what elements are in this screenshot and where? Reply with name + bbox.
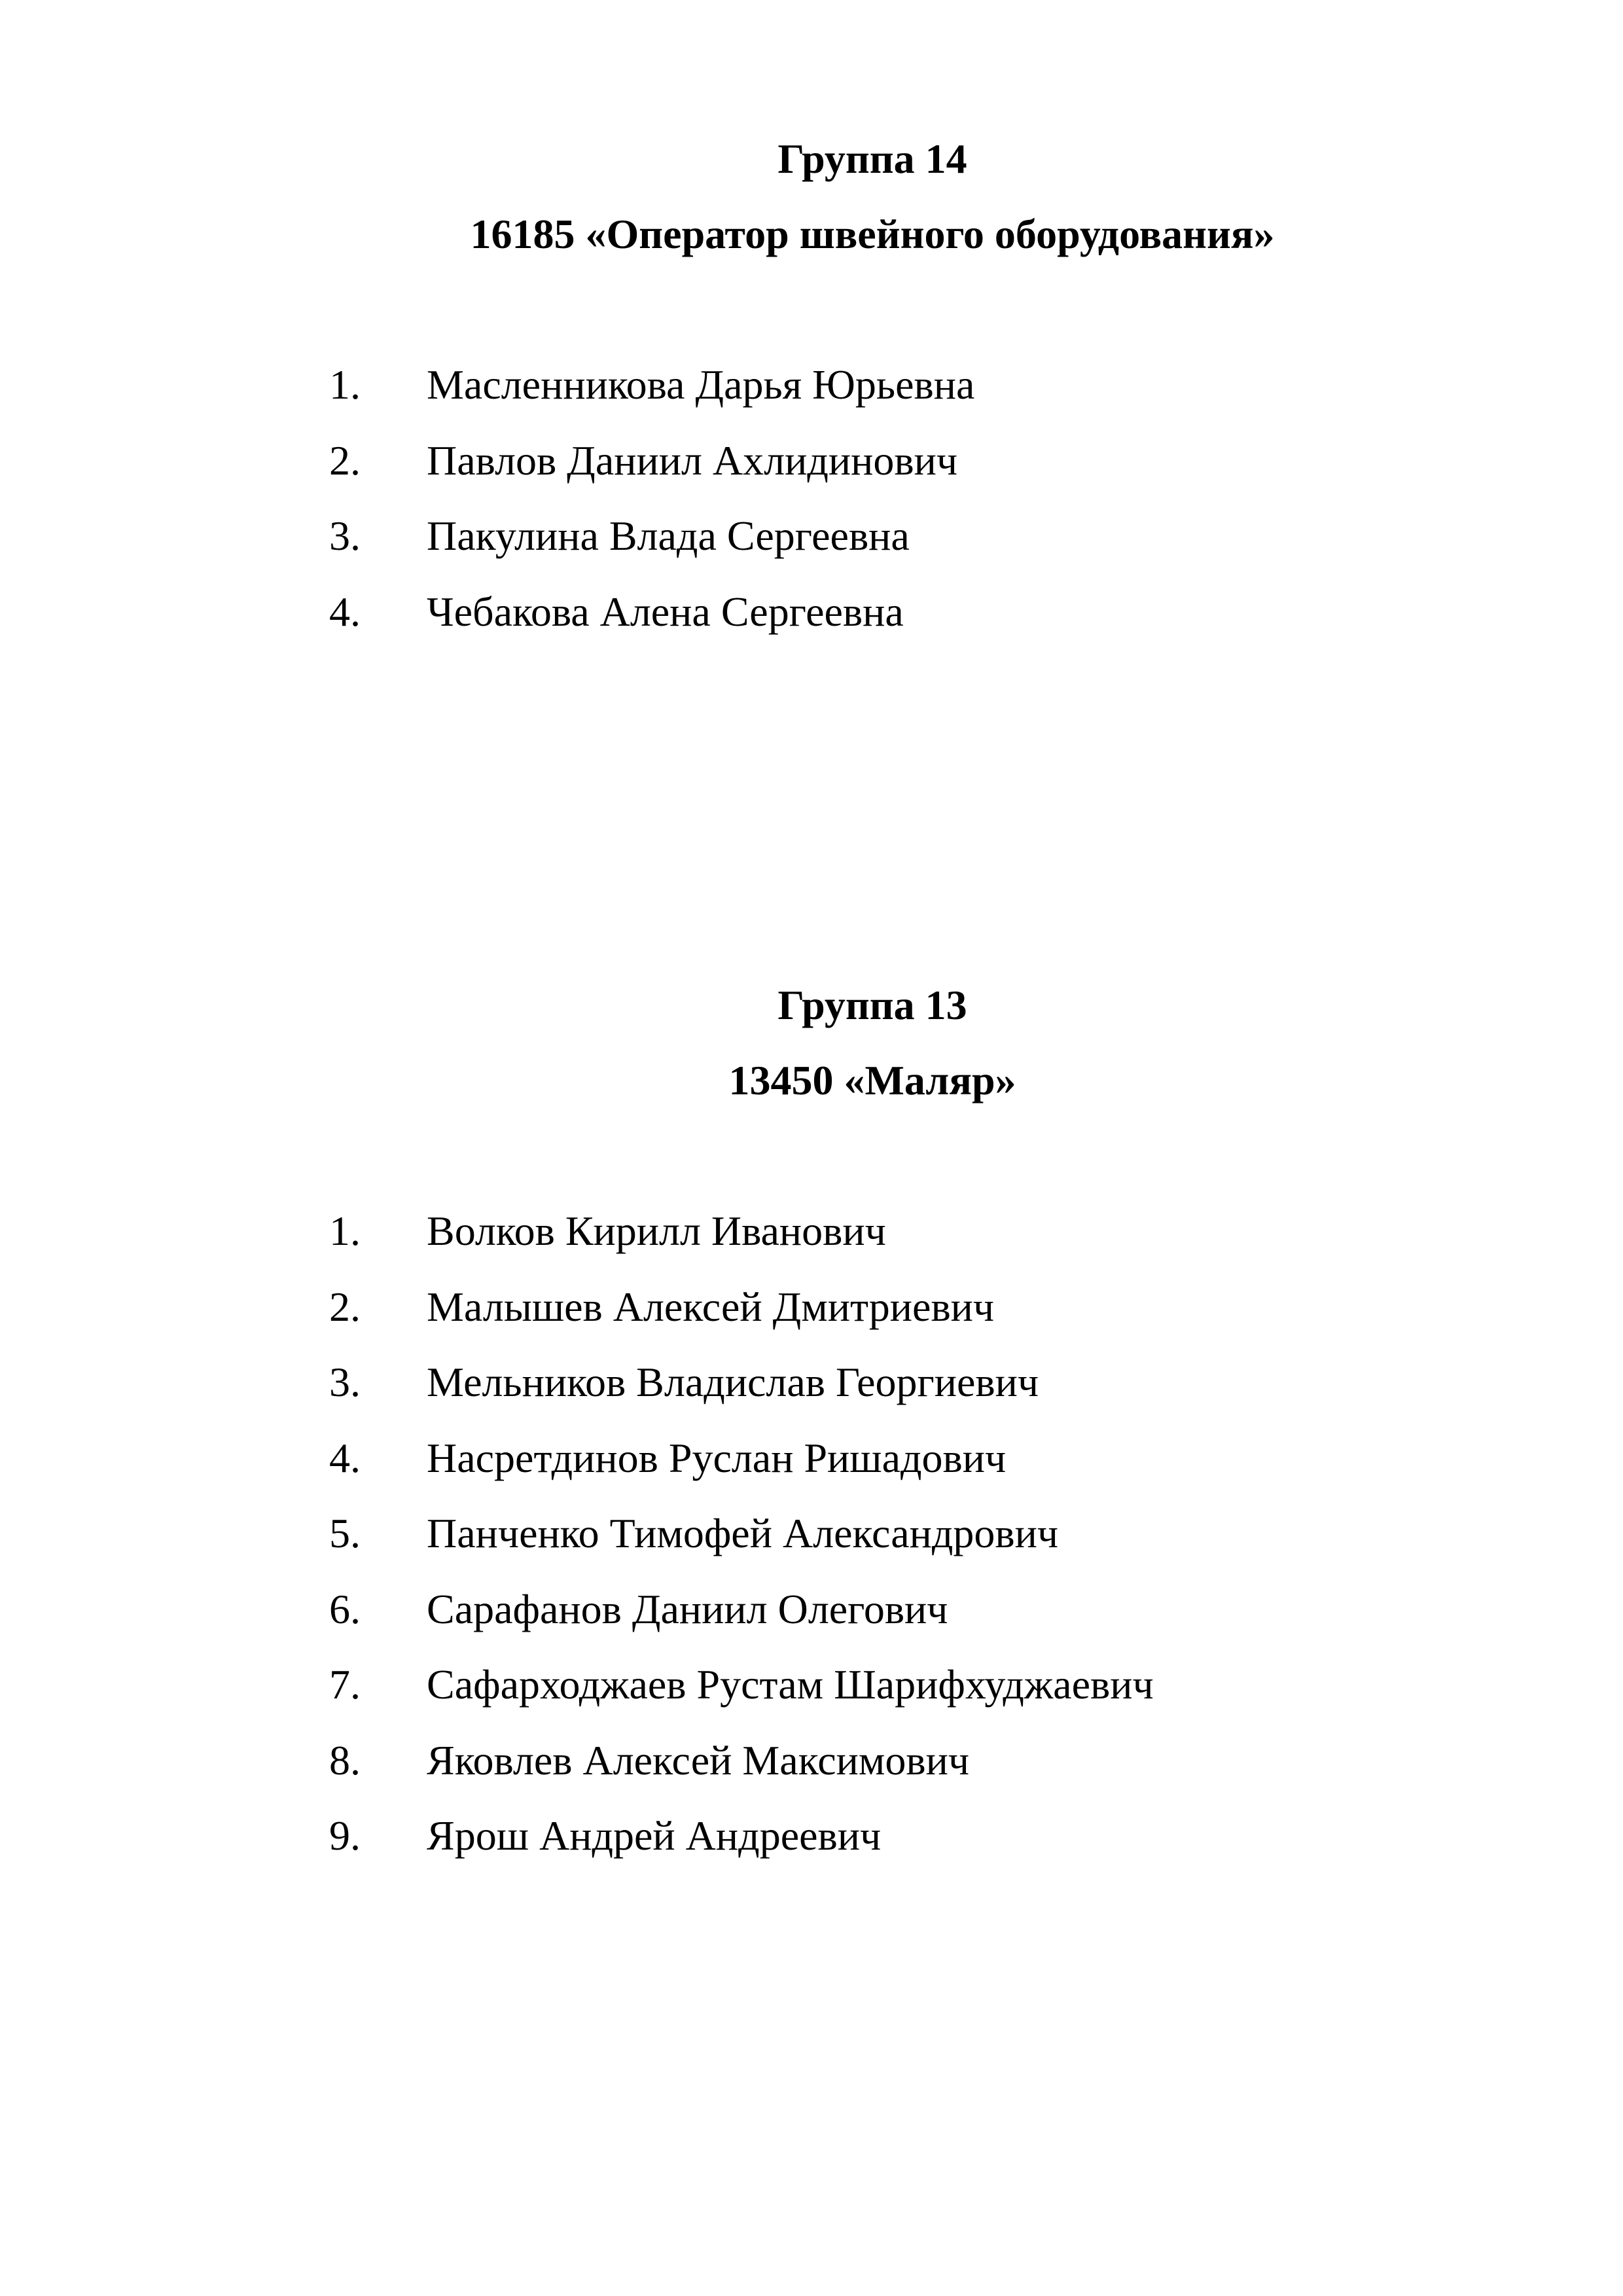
item-number: 4.: [329, 1434, 361, 1481]
student-name: Панченко Тимофей Александрович: [427, 1510, 1059, 1556]
group-profession: 16185 «Оператор швейного оборудования»: [470, 211, 1275, 257]
item-number: 5.: [329, 1510, 361, 1556]
student-name: Яковлев Алексей Максимович: [427, 1736, 969, 1784]
student-name: Павлов Даниил Ахлидинович: [427, 437, 958, 484]
student-name: Насретдинов Руслан Ришадович: [427, 1434, 1007, 1481]
item-number: 2.: [329, 1283, 361, 1330]
student-name: Сафарходжаев Рустам Шарифхуджаевич: [427, 1661, 1154, 1708]
student-name: Волков Кирилл Иванович: [427, 1208, 886, 1254]
item-number: 3.: [329, 512, 361, 559]
student-name: Малышев Алексей Дмитриевич: [427, 1283, 995, 1330]
group-title: Группа 13: [777, 982, 967, 1028]
student-name: Чебакова Алена Сергеевна: [427, 588, 904, 635]
student-name: Сарафанов Даниил Олегович: [427, 1585, 948, 1632]
item-number: 4.: [329, 588, 361, 635]
student-name: Пакулина Влада Сергеевна: [427, 512, 910, 559]
item-number: 1.: [329, 1208, 361, 1254]
item-number: 9.: [329, 1812, 361, 1859]
item-number: 2.: [329, 437, 361, 484]
student-name: Ярош Андрей Андреевич: [427, 1812, 882, 1859]
student-name: Масленникова Дарья Юрьевна: [427, 361, 975, 408]
group-profession: 13450 «Маляр»: [728, 1057, 1016, 1103]
item-number: 6.: [329, 1585, 361, 1632]
item-number: 1.: [329, 361, 361, 408]
item-number: 7.: [329, 1661, 361, 1708]
item-number: 3.: [329, 1359, 361, 1405]
group-title: Группа 14: [777, 135, 967, 182]
group-section: [0, 967, 1623, 1859]
group-section: [0, 121, 1623, 635]
item-number: 8.: [329, 1736, 361, 1784]
student-name: Мельников Владислав Георгиевич: [427, 1359, 1039, 1405]
